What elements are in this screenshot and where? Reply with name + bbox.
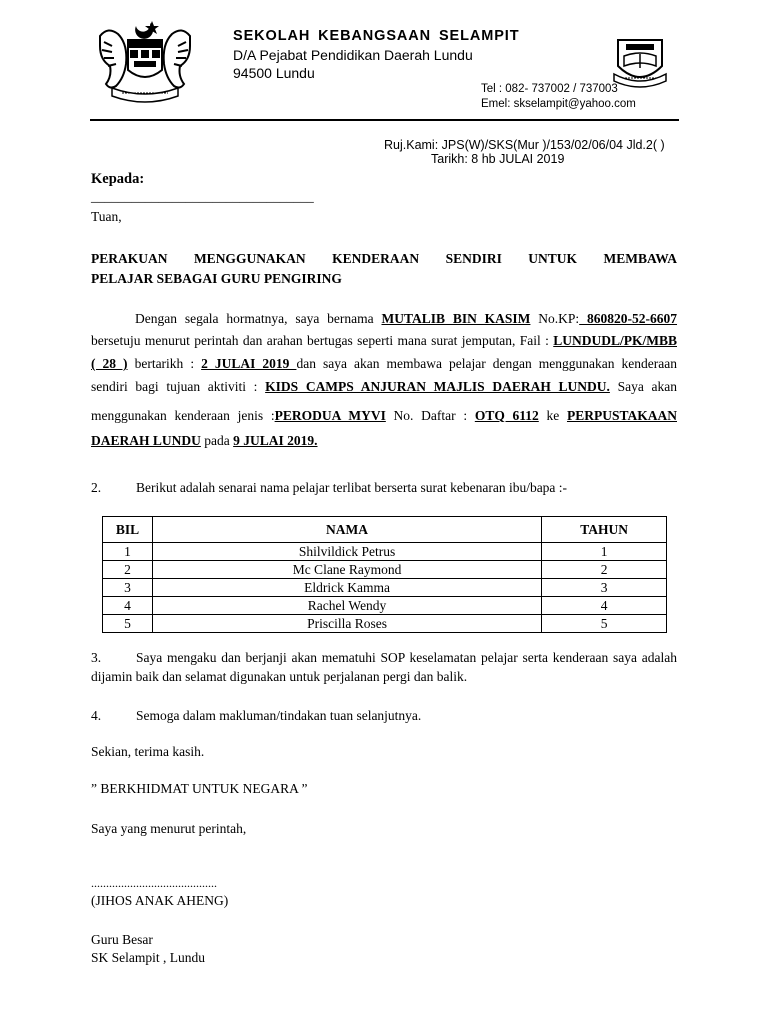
school-name: SEKOLAH KEBANGSAAN SELAMPIT [233, 28, 520, 44]
signer-name: (JIHOS ANAK AHENG) [91, 893, 229, 908]
letter-date: Tarikh: 8 hb JULAI 2019 [431, 152, 565, 166]
signer-title: Guru Besar [91, 932, 153, 947]
student-table [102, 516, 667, 633]
cell-bil: 4 [103, 597, 153, 615]
cell-nama: Shilvildick Petrus [152, 543, 541, 561]
cell-nama: Rachel Wendy [152, 597, 541, 615]
salutation: Tuan, [91, 209, 122, 224]
paragraph-1-line-2: bersetuju menurut perintah dan arahan bertugas seperti mana surat jemputan, Fail : LUNDUDL/PK/MBB [91, 333, 677, 348]
cell-nama: Eldrick Kamma [152, 579, 541, 597]
subject-line-2: PELAJAR SEBAGAI GURU PENGIRING [91, 271, 342, 286]
paragraph-3-line-1: Saya mengaku dan berjanji akan mematuhi SOP keselamatan pelajar serta kenderaan saya adalah [136, 650, 677, 665]
header-nama: NAMA [152, 517, 541, 543]
address-line-1: D/A Pejabat Pendidikan Daerah Lundu [233, 47, 473, 63]
recipient-line: _________________________________ [91, 189, 314, 204]
paragraph-4-number: 4. [91, 708, 102, 723]
cell-bil: 2 [103, 561, 153, 579]
invitation-date: 2 JULAI 2019 [201, 356, 297, 371]
school-crest-logo [612, 34, 668, 90]
paragraph-2-text: Berikut adalah senarai nama pelajar terlibat berserta surat kebenaran ibu/bapa :- [136, 480, 568, 495]
paragraph-4-text: Semoga dalam makluman/tindakan tuan selanjutnya. [136, 708, 422, 723]
email: Emel: skselampit@yahoo.com [481, 98, 636, 110]
table-row [103, 579, 667, 597]
cell-tahun: 1 [542, 543, 667, 561]
paragraph-3-line-2: dijamin baik dan selamat digunakan untuk perjalanan pergi dan balik. [91, 669, 468, 684]
cell-tahun: 3 [542, 579, 667, 597]
paragraph-2-number: 2. [91, 480, 102, 495]
table-row [103, 561, 667, 579]
paragraph-1-line-6: DAERAH LUNDU pada 9 JULAI 2019. [91, 433, 318, 448]
paragraph-1-line-4: sendiri bagi tujuan aktiviti : KIDS CAMPS ANJURAN MAJLIS DAERAH LUNDU. Saya akan [91, 379, 677, 394]
table-row [103, 543, 667, 561]
subject-line-1: PERAKUAN MENGGUNAKAN KENDERAAN SENDIRI UNTUK MEMBAWA [91, 251, 677, 266]
activity-name: KIDS CAMPS ANJURAN MAJLIS DAERAH LUNDU. [265, 379, 610, 394]
teacher-name: MUTALIB BIN KASIM [381, 311, 531, 326]
cell-bil: 5 [103, 615, 153, 633]
address-line-2: 94500 Lundu [233, 65, 315, 81]
motto: ” BERKHIDMAT UNTUK NEGARA ” [91, 781, 308, 796]
table-row [103, 615, 667, 633]
paragraph-1-line-5: menggunakan kenderaan jenis :PERODUA MYVI No. Daftar : OTQ 6112 ke PERPUSTAKAAN [91, 408, 677, 423]
closing-thanks: Sekian, terima kasih. [91, 744, 205, 759]
letterhead-divider [90, 119, 679, 121]
cell-bil: 3 [103, 579, 153, 597]
paragraph-3-number: 3. [91, 650, 102, 665]
paragraph-1-line-3: ( 28 ) bertarikh : 2 JULAI 2019 dan saya akan membawa pelajar dengan menggunakan kenderaan [91, 356, 677, 371]
destination: PERPUSTAKAAN [566, 408, 677, 423]
cell-tahun: 2 [542, 561, 667, 579]
signature-line: .......................................... [91, 876, 217, 890]
vehicle-plate: OTQ 6112 [474, 408, 539, 423]
ic-number: 860820-52-6607 [579, 311, 678, 326]
header-bil: BIL [103, 517, 153, 543]
vehicle-type: PERODUA MYVI [274, 408, 386, 423]
paragraph-1-line-1: Dengan segala hormatnya, saya bernama MUTALIB BIN KASIM No.KP: 860820-52-6607 [135, 311, 678, 326]
cell-nama: Priscilla Roses [152, 615, 541, 633]
cell-nama: Mc Clane Raymond [152, 561, 541, 579]
reference-number: Ruj.Kami: JPS(W)/SKS(Mur )/153/02/06/04 Jld.2( ) [384, 138, 665, 152]
header-tahun: TAHUN [542, 517, 667, 543]
cell-tahun: 5 [542, 615, 667, 633]
recipient-label: Kepada: [91, 171, 145, 187]
trip-date: 9 JULAI 2019. [233, 433, 318, 448]
cell-bil: 1 [103, 543, 153, 561]
file-reference: LUNDUDL/PK/MBB [553, 333, 677, 348]
telephone: Tel : 082- 737002 / 737003 [481, 83, 618, 95]
signoff: Saya yang menurut perintah, [91, 821, 247, 836]
table-row [103, 597, 667, 615]
table-header-row [103, 517, 667, 543]
cell-tahun: 4 [542, 597, 667, 615]
coat-of-arms-logo [92, 16, 198, 106]
signer-school: SK Selampit , Lundu [91, 950, 205, 965]
